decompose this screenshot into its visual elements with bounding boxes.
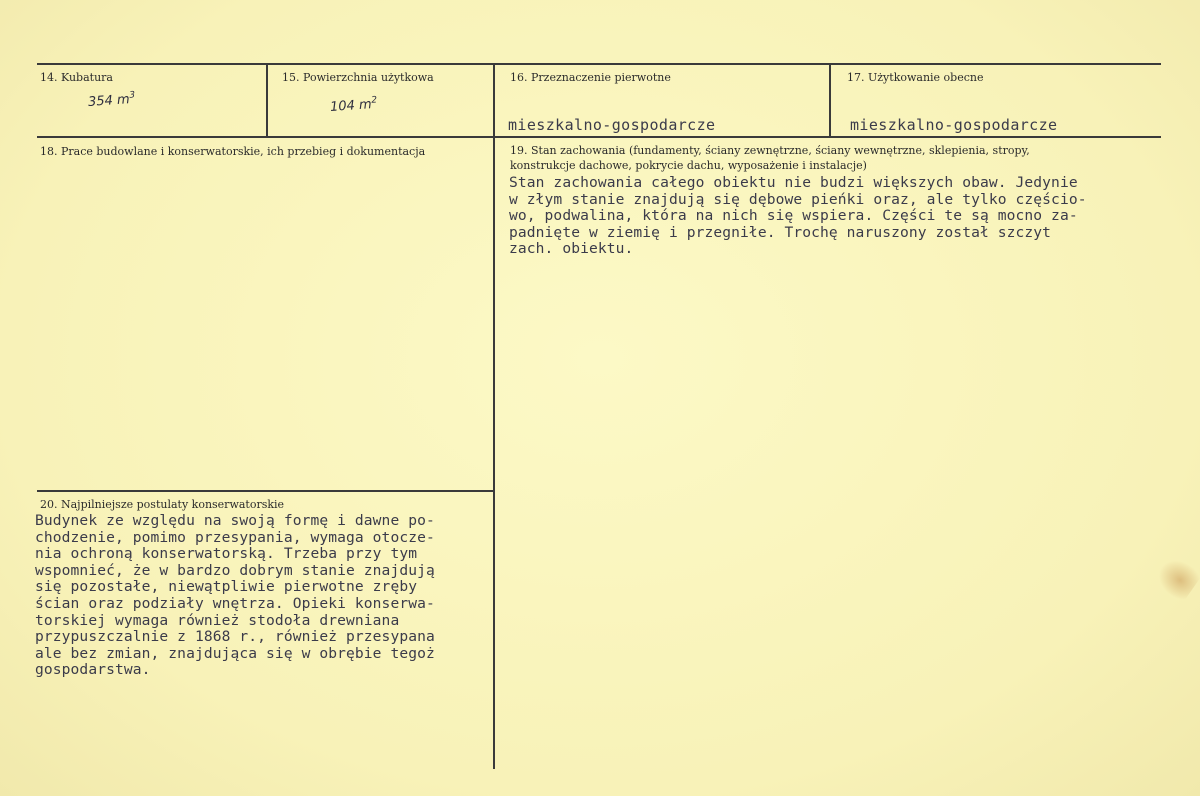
field-15-label: 15. Powierzchnia użytkowa: [282, 71, 434, 84]
field-15-value-text: 104 m: [329, 97, 373, 115]
field-19-text: [509, 175, 1087, 258]
field-14-label: 14. Kubatura: [40, 71, 113, 84]
field-19-text-line: Stan zachowania całego obiektu nie budzi większych obaw. Jedynie: [509, 174, 1078, 191]
f18-f20-divider-line: [37, 490, 494, 492]
field-20-label: 20. Najpilniejsze postulaty konserwatorskie: [40, 498, 285, 511]
field-20-text-line: się pozostałe, niewątpliwie pierwotne zręby: [35, 578, 418, 596]
col-divider-16-17: [829, 63, 831, 137]
field-20-text-line: gospodarstwa.: [35, 661, 151, 679]
field-17-value: mieszkalno-gospodarcze: [850, 116, 1058, 134]
field-19-text-line: zach. obiektu.: [509, 240, 634, 258]
paper-stain: [1151, 552, 1200, 603]
field-20-text-line: wspomnieć, że w bardzo dobrym stanie znajdują: [35, 561, 435, 579]
field-20-text-line: nia ochroną konserwatorską. Trzeba przy tym: [35, 545, 418, 563]
field-16-value: mieszkalno-gospodarcze: [508, 116, 716, 134]
field-20-text-line: ale bez zmian, znajdująca się w obrębie tegoż: [35, 644, 435, 662]
field-15-exponent: 2: [370, 95, 378, 106]
field-19-text-line: padnięte w ziemię i przegniłe. Trochę naruszony został szczyt: [509, 223, 1052, 241]
field-15-value: [329, 95, 377, 115]
col-divider-14-15: [266, 63, 268, 137]
col-divider-main: [493, 63, 495, 769]
top-border-line: [37, 63, 1161, 65]
field-20-text-line: Budynek ze względu na swoją formę i dawne po-: [35, 512, 435, 529]
field-20-text-line: chodzenie, pomimo przesypania, wymaga otocze-: [35, 528, 435, 546]
field-19-label: [510, 143, 1030, 173]
field-14-value: [87, 90, 135, 110]
field-14-value-text: 354 m: [87, 92, 131, 110]
field-19-text-line: wo, podwalina, która na nich się wspiera. Części te są mocno za-: [509, 207, 1078, 225]
field-18-label: 18. Prace budowlane i konserwatorskie, ich przebieg i dokumentacja: [40, 145, 426, 158]
field-20-text-line: przypuszczalnie z 1868 r., również przesypana: [35, 628, 435, 646]
field-19-label-line: konstrukcje dachowe, pokrycie dachu, wyposażenie i instalacje): [510, 159, 867, 172]
row1-bottom-line: [37, 136, 1161, 138]
field-17-label: 17. Użytkowanie obecne: [847, 71, 984, 84]
field-16-label: 16. Przeznaczenie pierwotne: [510, 71, 671, 84]
field-19-text-line: w złym stanie znajdują się dębowe pieńki oraz, ale tylko częścio-: [509, 190, 1087, 208]
field-20-text-line: ścian oraz podziały wnętrza. Opieki konserwa-: [35, 594, 435, 612]
field-19-label-line: 19. Stan zachowania (fundamenty, ściany zewnętrzne, ściany wewnętrzne, sklepienia, stropy,: [510, 144, 1030, 157]
field-20-text-line: torskiej wymaga również stodoła drewniana: [35, 611, 400, 629]
field-20-text: [35, 513, 435, 679]
field-14-exponent: 3: [128, 90, 136, 101]
